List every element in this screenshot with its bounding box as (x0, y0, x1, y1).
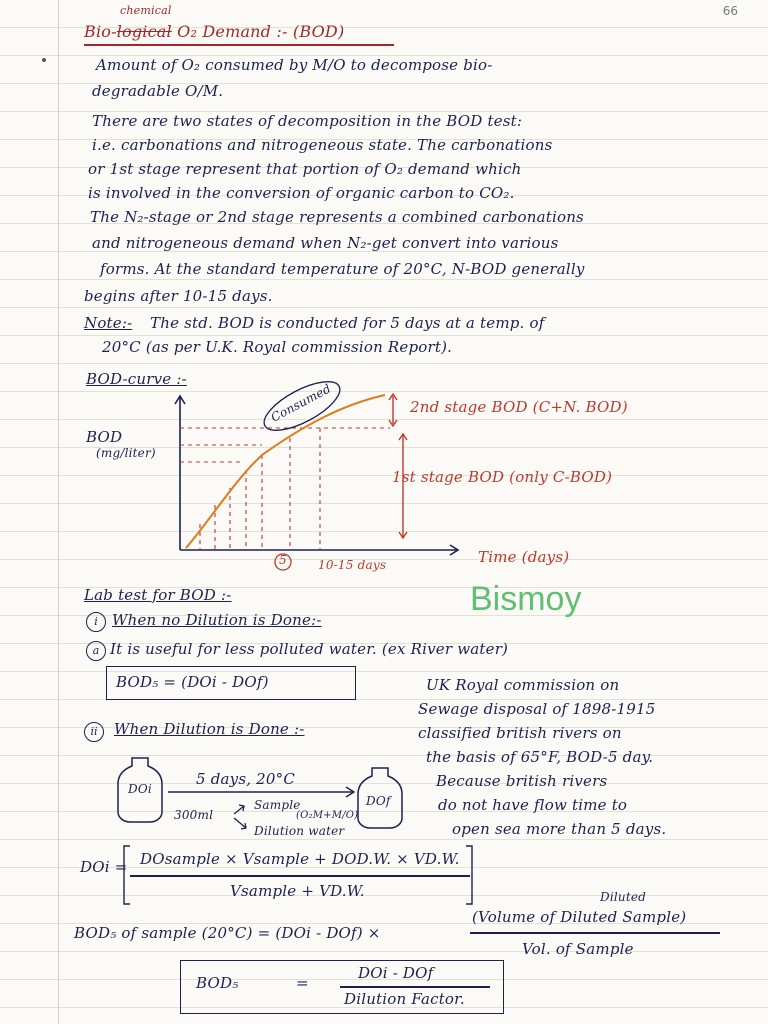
stages-line-7: forms. At the standard temperature of 20°C, N-BOD generally (100, 260, 585, 278)
use-text: It is useful for less polluted water. (ex River water) (110, 640, 509, 658)
uk-note-6: do not have flow time to (438, 796, 628, 814)
stages-line-8: begins after 10-15 days. (84, 287, 273, 305)
incubation-label: 5 days, 20°C (196, 770, 296, 788)
definition-line-2: degradable O/M. (92, 82, 224, 100)
volume-label: 300ml (174, 808, 214, 822)
uk-note-2: Sewage disposal of 1898-1915 (418, 700, 656, 718)
stages-line-4: is involved in the conversion of organic carbon to CO₂. (88, 184, 515, 202)
formula1: BOD₅ = (DOi - DOf) (116, 673, 269, 691)
doi-numerator: DOsample × Vsample + DOD.W. × VD.W. (140, 850, 460, 868)
stages-line-2: i.e. carbonations and nitrogeneous state. The carbonations (92, 136, 553, 154)
bod-sample-numerator: (Volume of Diluted Sample) (472, 908, 687, 926)
use-number: a (86, 641, 106, 661)
curve-ylabel-2: (mg/liter) (96, 446, 156, 460)
heading-insert: chemical (120, 4, 172, 17)
uk-note-3: classified british rivers on (418, 724, 622, 742)
x-axis-label: Time (days) (478, 548, 570, 566)
sample-label: Sample (254, 798, 301, 812)
heading-prefix: Bio- (84, 22, 117, 41)
final-lhs: BOD₅ (196, 974, 239, 992)
dilution-water-label: Dilution water (254, 824, 345, 838)
tick-10-15: 10-15 days (318, 558, 387, 572)
case1-heading: When no Dilution is Done:- (112, 611, 322, 629)
curve-ylabel-1: BOD (86, 428, 123, 446)
uk-note-1: UK Royal commission on (426, 676, 620, 694)
uk-note-7: open sea more than 5 days. (452, 820, 667, 838)
case2-number: ii (84, 722, 104, 742)
uk-note-5: Because british rivers (436, 772, 608, 790)
final-numerator: DOi - DOf (358, 964, 434, 982)
final-denominator: Dilution Factor. (344, 990, 465, 1008)
case1-number: i (86, 612, 106, 632)
bod-curve-title: BOD-curve :- (86, 370, 187, 388)
case2-heading: When Dilution is Done :- (114, 720, 305, 738)
uk-note-4: the basis of 65°F, BOD-5 day. (426, 748, 654, 766)
definition-line-1: Amount of O₂ consumed by M/O to decompose bio- (96, 56, 493, 74)
watermark: Bismoy (470, 580, 582, 618)
stages-line-1: There are two states of decomposition in the BOD test: (92, 112, 523, 130)
page-number: 66 (722, 4, 738, 18)
stages-line-3: or 1st stage represent that portion of O₂ demand which (88, 160, 522, 178)
note-line-1: The std. BOD is conducted for 5 days at a temp. of (150, 314, 545, 332)
final-fraction-bar (340, 986, 490, 988)
heading-rest: O₂ Demand :- (BOD) (177, 22, 345, 41)
stages-line-5: The N₂-stage or 2nd stage represents a combined carbonations (90, 208, 584, 226)
bod-sample-fraction-bar (470, 932, 720, 934)
lab-title: Lab test for BOD :- (84, 586, 232, 604)
note-line-2: 20°C (as per U.K. Royal commission Report). (102, 338, 453, 356)
note-label: Note:- (84, 314, 133, 332)
bod-sample-denominator: Vol. of Sample (522, 940, 634, 958)
heading-struck: logical (116, 22, 172, 41)
tick-5: 5 (279, 553, 287, 567)
final-equals: = (296, 974, 309, 992)
stage1-label: 1st stage BOD (only C-BOD) (392, 468, 613, 486)
sample-sub-label: (O₂M+M/O) (296, 810, 359, 821)
consumed-label: Consumed (268, 381, 334, 425)
bottle-right-label: DOf (366, 794, 391, 808)
doi-lhs: DOi = (80, 858, 128, 876)
doi-denominator: Vsample + VD.W. (230, 882, 365, 900)
stages-line-6: and nitrogeneous demand when N₂-get convert into various (92, 234, 559, 252)
bottle-left-label: DOi (128, 782, 152, 796)
stage2-label: 2nd stage BOD (C+N. BOD) (410, 398, 628, 416)
bod-sample-lhs: BOD₅ of sample (20°C) = (DOi - DOf) × (74, 924, 381, 942)
diluted-insert: Diluted (600, 890, 647, 904)
